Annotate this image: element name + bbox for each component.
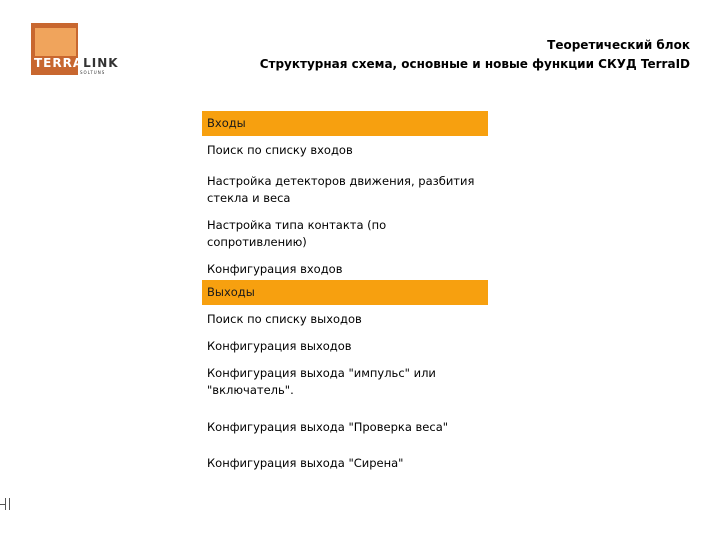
section-header-inputs: Входы bbox=[202, 111, 488, 136]
list-item: Настройка типа контакта (по сопротивлению) bbox=[207, 218, 387, 249]
logo-wordmark bbox=[34, 56, 119, 70]
header-line-1: Теоретический блок bbox=[547, 38, 690, 52]
list-item: Поиск по списку выходов bbox=[207, 312, 362, 326]
header-line-2: Структурная схема, основные и новые функции СКУД TerraID bbox=[259, 57, 690, 71]
slide-marker-icon bbox=[0, 498, 12, 510]
logo-tagline: SOLTUNS bbox=[80, 70, 106, 75]
list-item: Конфигурация выхода "Сирена" bbox=[207, 456, 404, 470]
terralink-logo bbox=[31, 23, 119, 77]
list-item: Конфигурация выхода "импульс" или "включатель". bbox=[207, 366, 436, 397]
logo-word-link: LINK bbox=[83, 56, 119, 70]
list-item: Конфигурация выходов bbox=[207, 339, 352, 353]
list-item: Настройка детекторов движения, разбития стекла и веса bbox=[207, 174, 475, 205]
list-item: Конфигурация входов bbox=[207, 262, 343, 276]
section-header-outputs: Выходы bbox=[202, 280, 488, 305]
slide-header bbox=[260, 36, 690, 74]
list-item: Поиск по списку входов bbox=[207, 143, 353, 157]
function-list bbox=[202, 111, 488, 479]
list-item: Конфигурация выхода "Проверка веса" bbox=[207, 420, 449, 434]
logo-word-terra: TERRA bbox=[34, 56, 84, 70]
